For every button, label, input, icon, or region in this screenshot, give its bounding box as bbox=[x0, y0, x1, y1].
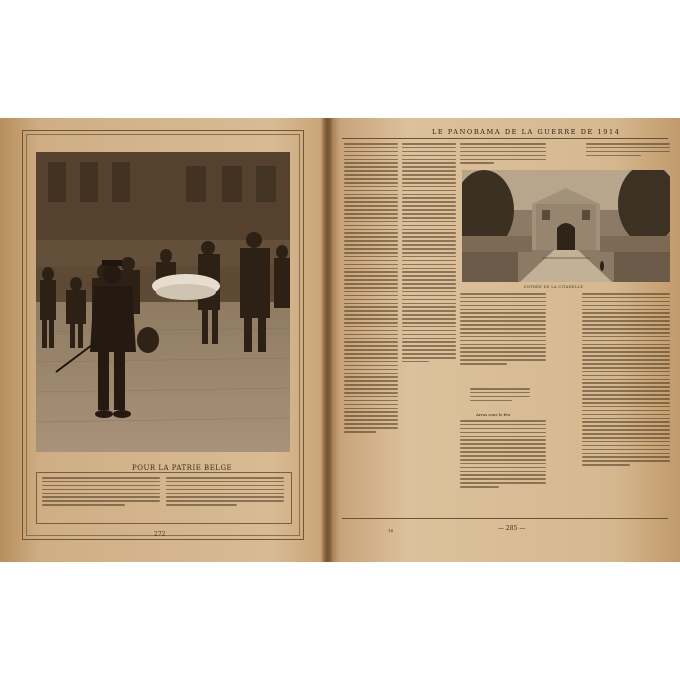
article-column-4 bbox=[582, 293, 670, 468]
article-column-1 bbox=[344, 143, 398, 435]
caption-text-right bbox=[166, 477, 284, 508]
section-subheading: Arras sous le feu bbox=[476, 412, 511, 417]
wartime-photograph-stretcher-bearers bbox=[36, 152, 290, 452]
article-column-3-bottom bbox=[460, 420, 546, 490]
article-column-3 bbox=[460, 293, 546, 367]
article-column-3-mid bbox=[470, 388, 530, 404]
article-column-2 bbox=[402, 143, 456, 365]
citadel-entrance-photograph bbox=[462, 170, 670, 282]
article-column-4-top bbox=[586, 143, 670, 159]
bottom-rule bbox=[342, 518, 668, 519]
right-page-number-value: 285 bbox=[505, 525, 518, 532]
caption-text-left bbox=[42, 477, 160, 508]
article-column-3-top bbox=[460, 143, 546, 166]
binding-gutter bbox=[322, 118, 332, 562]
photo-caption: ENTRÉE DE LA CITADELLE bbox=[524, 285, 584, 289]
left-page-number: 272 bbox=[154, 531, 166, 538]
running-head: LE PANORAMA DE LA GUERRE DE 1914 bbox=[432, 128, 621, 136]
photo-title: POUR LA PATRIE BELGE bbox=[132, 464, 233, 472]
signature-mark: 14 bbox=[388, 528, 394, 533]
header-rule bbox=[342, 138, 668, 139]
right-page-number: — 285 — bbox=[498, 525, 526, 532]
